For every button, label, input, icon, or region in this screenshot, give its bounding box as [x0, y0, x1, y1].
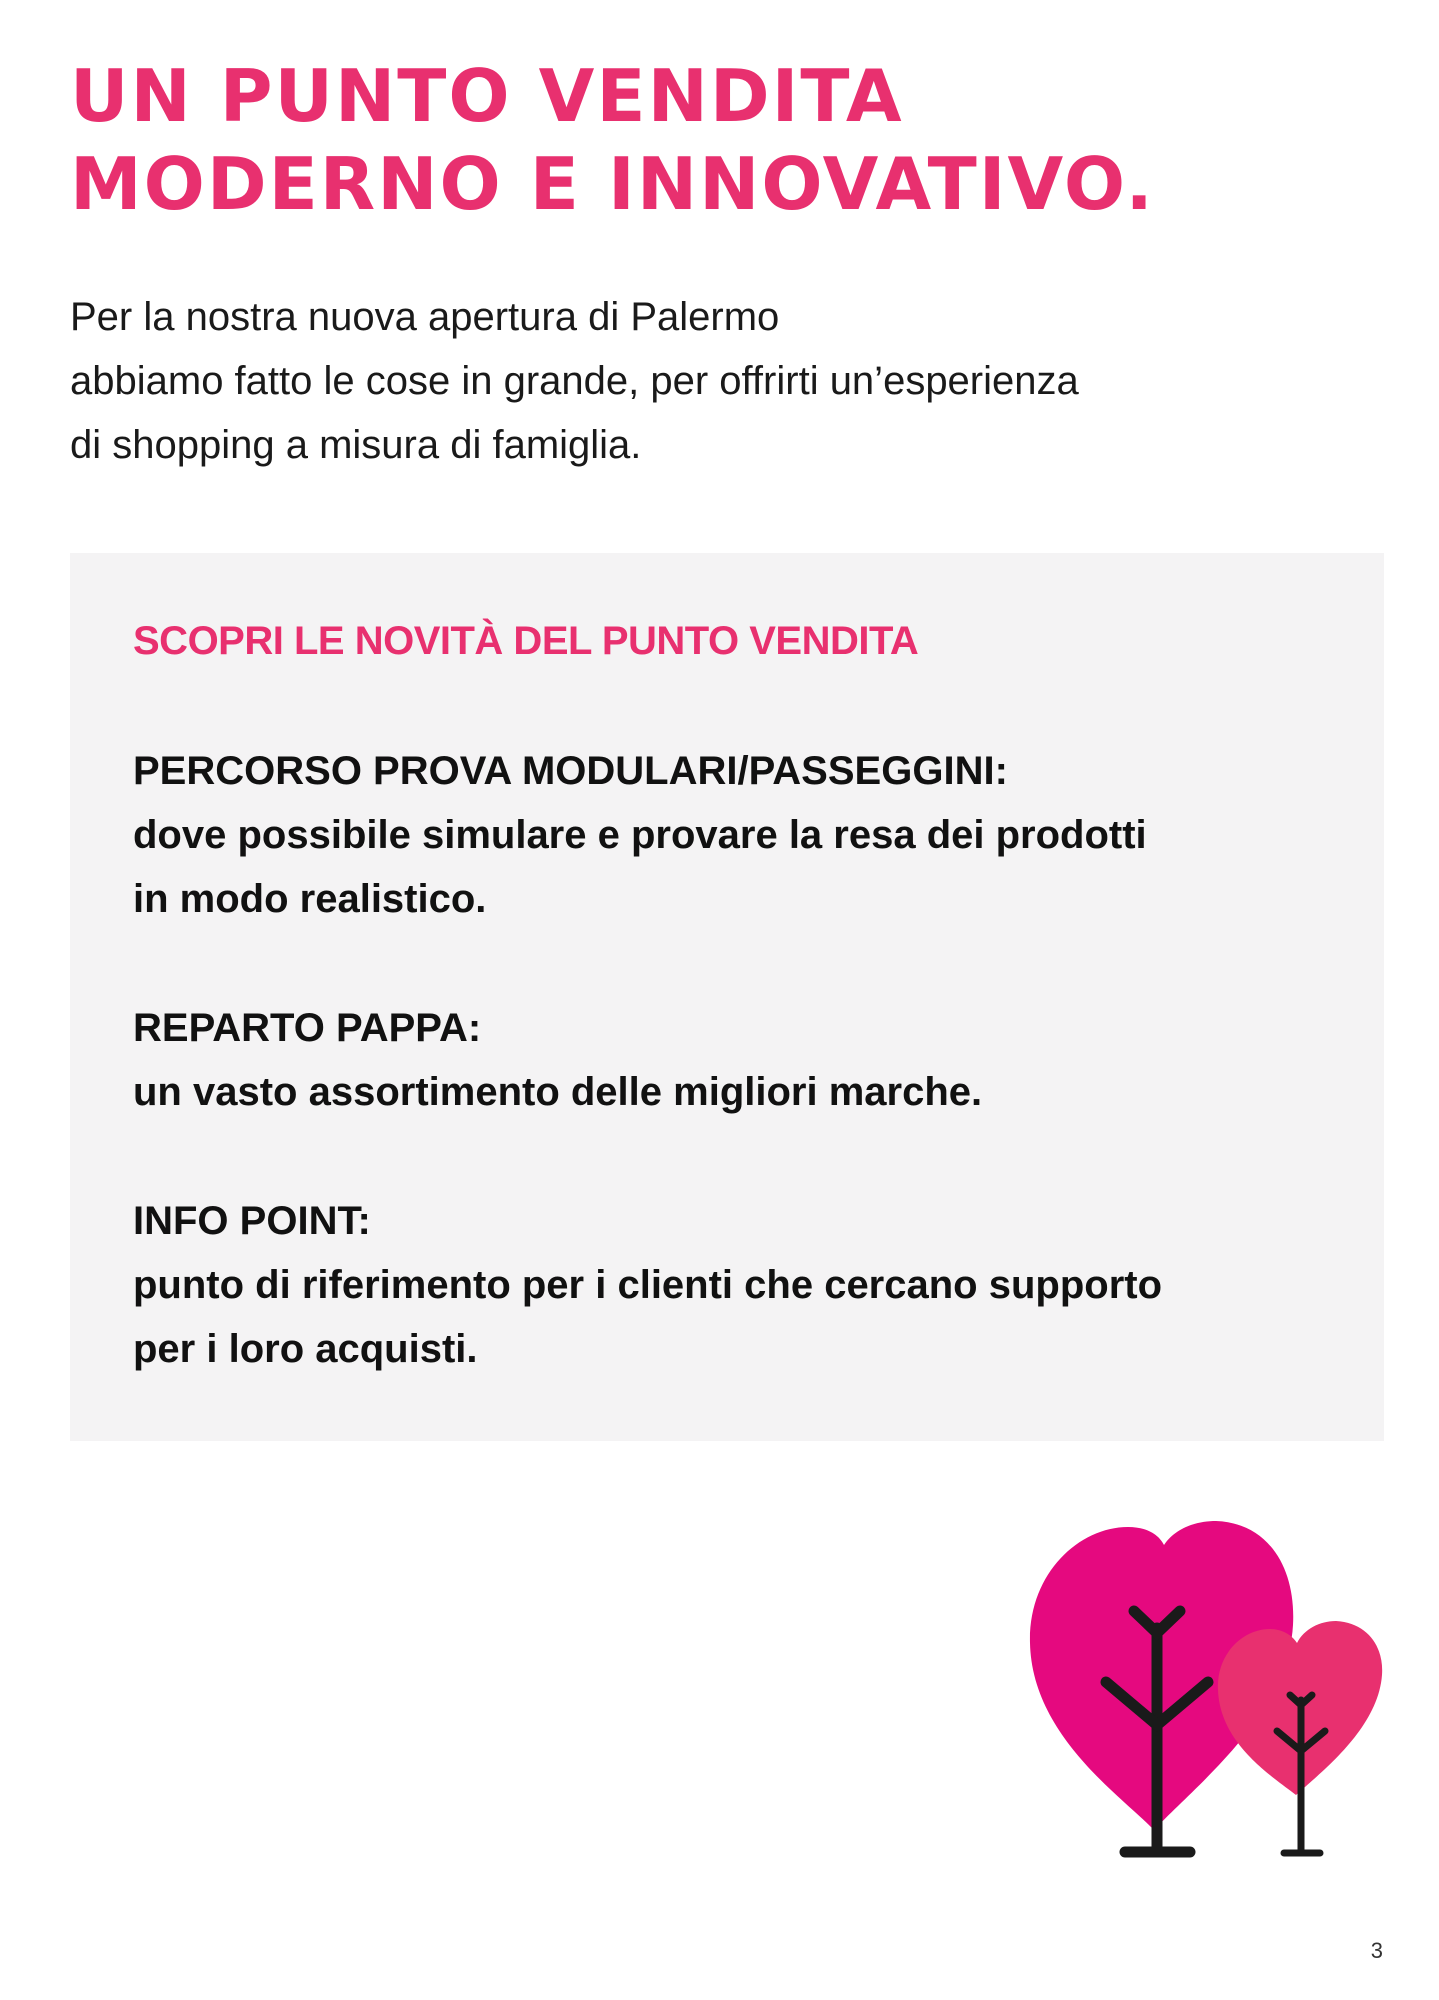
intro-line-1: Per la nostra nuova apertura di Palermo	[70, 295, 780, 339]
feature-title: INFO POINT:	[133, 1199, 371, 1243]
feature-title: PERCORSO PROVA MODULARI/PASSEGGINI:	[133, 749, 1008, 793]
page-title	[70, 52, 1155, 228]
page-title-line-1: UN PUNTO VENDITA	[70, 54, 904, 138]
feature-description-line: un vasto assortimento delle migliori marche.	[133, 1070, 983, 1114]
feature-reparto-pappa	[133, 996, 982, 1124]
intro-line-3: di shopping a misura di famiglia.	[70, 423, 642, 467]
news-info-box	[70, 553, 1384, 1441]
heart-trees-icon	[1020, 1515, 1390, 1865]
box-heading: SCOPRI LE NOVITÀ DEL PUNTO VENDITA	[133, 619, 919, 663]
feature-title: REPARTO PAPPA:	[133, 1006, 482, 1050]
feature-info-point	[133, 1189, 1162, 1381]
feature-percorso-prova	[133, 739, 1147, 931]
feature-description-line: punto di riferimento per i clienti che cercano supporto	[133, 1263, 1163, 1307]
page-title-line-2: MODERNO E INNOVATIVO.	[70, 142, 1155, 226]
page-number: 3	[1370, 1938, 1383, 1963]
intro-paragraph	[70, 285, 1079, 477]
intro-line-2: abbiamo fatto le cose in grande, per offrirti un’esperienza	[70, 359, 1079, 403]
feature-description-line: in modo realistico.	[133, 877, 487, 921]
feature-description-line: dove possibile simulare e provare la resa dei prodotti	[133, 813, 1147, 857]
feature-description-line: per i loro acquisti.	[133, 1327, 478, 1371]
